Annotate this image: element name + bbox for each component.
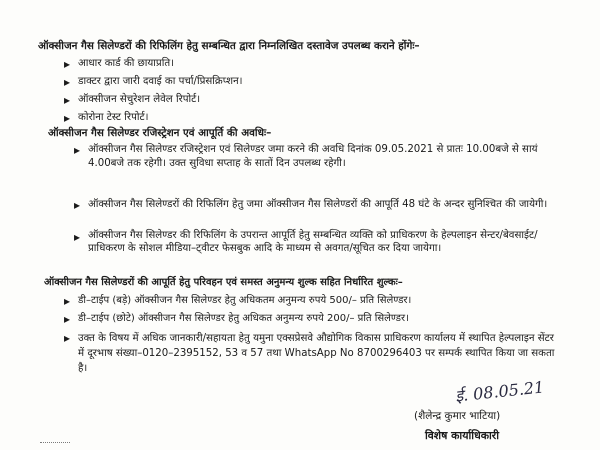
list-item: डी–टाईप (बड़े) ऑक्सीजन गैस सिलेण्डर हेतु अधिकतम अनुमन्य रुपये 500/– प्रति सिलेण्डर। <box>78 295 412 306</box>
bullet-icon: ▸ <box>63 93 71 107</box>
list-item: डी–टाईप (छोटे) ऑक्सीजन गैस सिलेण्डर हेतु अधिकत अनुमन्य रुपये 200/– प्रति सिलेण्डर। <box>78 313 409 324</box>
list-item: ऑक्सीजन गैस सिलेण्डर की रिफिलिंग के उपरान्त आपूर्ति हेतु सम्बन्धित व्यक्ति को प्राधिकरण के हेल्पलाइन सेन्टर/बेवसाईट/प्राधिकरण के सोशल मीडिया–ट्वीटर फेसबुक आदि के माध्यम से अवगत/सूचित कर दिया जायेगा। <box>88 230 538 254</box>
bullet-icon: ▸ <box>63 331 71 345</box>
list-item: आधार कार्ड की छायाप्रति। <box>78 58 175 69</box>
list-item: कोरोना टेस्ट रिपोर्ट। <box>78 112 149 123</box>
scan-artifact <box>40 442 70 443</box>
handwritten-signature: ई. 08.05.21 <box>454 377 546 406</box>
bullet-icon: ▸ <box>63 75 71 89</box>
list-item: ऑक्सीजन गैस सिलेण्डर रजिस्ट्रेशन एवं सिलेण्डर जमा करने की अवधि दिनांक 09.05.2021 से प्रातः 10.00बजे से सायं 4.00बजे तक रहेगी। उक्त सुविधा सप्ताह के सातों दिन उपलब्ध रहेगी। <box>88 144 538 169</box>
signatory-designation: विशेष कार्याधिकारी <box>425 429 500 442</box>
list-item: डाक्टर द्वारा जारी दवाई का पर्चा/प्रिसक्रिप्शन। <box>78 76 243 87</box>
signatory-name: (शैलेन्द्र कुमार भाटिया) <box>414 410 501 422</box>
bullet-icon: ▸ <box>73 198 81 212</box>
bullet-icon: ▸ <box>63 111 71 125</box>
section-heading-documents: ऑक्सीजन गैस सिलेण्डरों की रिफिलिंग हेतु सम्बन्धित द्वारा निम्नलिखित दस्तावेज उपलब्ध कराने होंगेः– <box>38 40 420 52</box>
list-item: ऑक्सीजन गैस सिलेण्डरों की रिफिलिंग हेतु जमा ऑक्सीजन गैस सिलेण्डरों की आपूर्ति 48 घंटे के अन्दर सुनिश्चित की जायेगी। <box>88 199 548 210</box>
list-item: उक्त के विषय में अधिक जानकारी/सहायता हेतु यमुना एक्सप्रेसवे औद्योगिक विकास प्राधिकरण कार्यालय में स्थापित हेल्पलाइन सेंटर में दूरभाष संख्या–0120–2395152, 53 व 57 तथा WhatsApp No 8700296403 पर सम्पर्क स्थापित किया जा सकता है। <box>78 333 555 374</box>
bullet-icon: ▸ <box>63 312 71 326</box>
list-item: ऑक्सीजन सेचुरेशन लेवेल रिपोर्ट। <box>78 94 201 105</box>
section-heading-registration: ऑक्सीजन गैस सिलेण्डर रजिस्ट्रेशन एवं आपूर्ति की अवधिः– <box>48 127 272 139</box>
bullet-icon: ▸ <box>73 143 81 157</box>
bullet-icon: ▸ <box>63 294 71 308</box>
section-heading-fees: ऑक्सीजन गैस सिलेण्डरों की आपूर्ति हेतु परिवहन एवं समस्त अनुमन्य शुल्क सहित निर्धारित शुल्कः– <box>44 277 403 288</box>
bullet-icon: ▸ <box>63 57 71 71</box>
bullet-icon: ▸ <box>73 230 81 244</box>
